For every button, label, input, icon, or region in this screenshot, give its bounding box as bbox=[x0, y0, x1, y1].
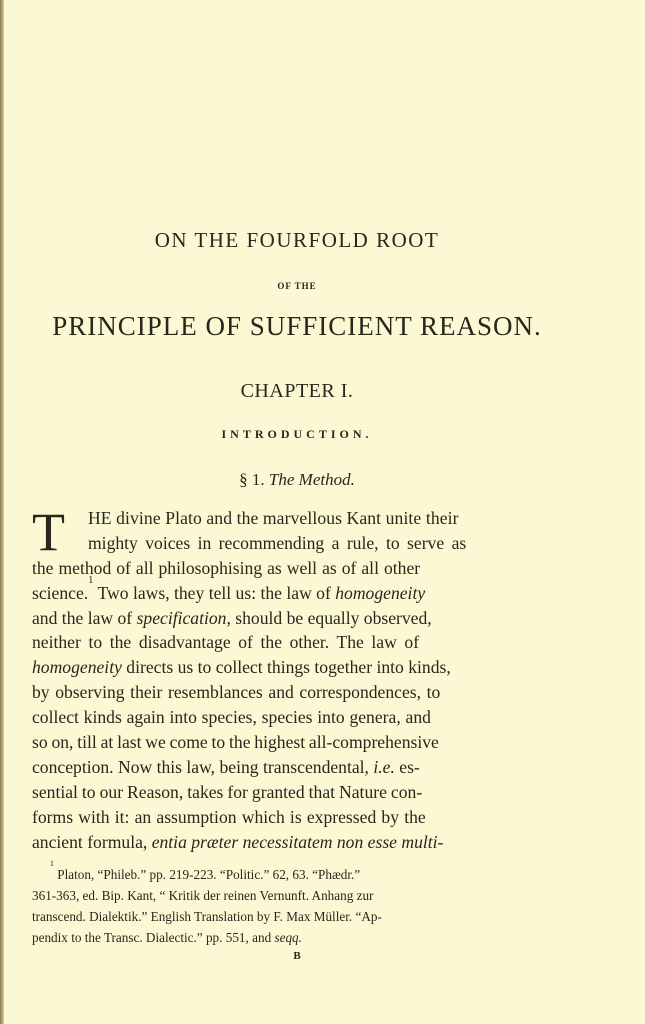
section-title: The Method. bbox=[268, 470, 355, 489]
signature-mark: B bbox=[293, 950, 301, 962]
body-line: collect kinds again into species, species into genera, and bbox=[32, 707, 431, 728]
body-line: HE divine Plato and the marvellous Kant unite their bbox=[88, 508, 459, 528]
body-line: neither to the disadvantage of the other. The law of bbox=[32, 632, 420, 653]
body-line: homogeneity directs us to collect things together into kinds, bbox=[32, 657, 451, 678]
section-heading bbox=[32, 470, 562, 490]
drop-cap: T bbox=[32, 502, 65, 562]
body-line: conception. Now this law, being transcendental, i.e. es- bbox=[32, 756, 420, 777]
chapter-subheading: INTRODUCTION. bbox=[221, 427, 373, 441]
body-line: so on, till at last we come to the highest all-comprehensive bbox=[32, 732, 439, 753]
title-line-2: OF THE bbox=[277, 281, 317, 291]
footnote-line: 361-363, ed. Bip. Kant, “ Kritik der reinen Vernunft. Anhang zur bbox=[32, 888, 374, 903]
title-line-3: PRINCIPLE OF SUFFICIENT REASON. bbox=[52, 311, 542, 341]
footnote-line: transcend. Dialektik.” English Translation by F. Max Müller. “Ap- bbox=[32, 909, 382, 924]
body-line: ancient formula, entia præter necessitatem non esse multi- bbox=[32, 831, 444, 852]
footnote-line: pendix to the Transc. Dialectic.” pp. 551, and seqq. bbox=[32, 930, 302, 945]
footnote-ref: 1 bbox=[88, 574, 94, 586]
body-line: forms with it: an assumption which is expressed by the bbox=[32, 806, 426, 827]
chapter-heading: CHAPTER I. bbox=[240, 380, 354, 402]
footnote bbox=[32, 859, 562, 948]
body-line: sential to our Reason, takes for granted that Nature con- bbox=[32, 781, 423, 802]
body-line: science. 1 Two laws, they tell us: the law of homogeneity bbox=[32, 581, 562, 606]
footnote-marker: 1 bbox=[50, 859, 54, 868]
section-number: § 1. bbox=[239, 470, 265, 489]
body-line: mighty voices in recommending a rule, to serve as bbox=[88, 532, 467, 553]
body-line: the method of all philosophising as well as of all other bbox=[32, 557, 421, 578]
page-edge bbox=[0, 0, 4, 1024]
body-text bbox=[32, 502, 562, 854]
footnote-line: 1 Platon, “Phileb.” pp. 219-223. “Politic.” 62, 63. “Phædr.” bbox=[32, 864, 562, 885]
body-line: by observing their resemblances and correspondences, to bbox=[32, 682, 441, 703]
title-line-1: ON THE FOURFOLD ROOT bbox=[154, 228, 440, 252]
body-line: and the law of specification, should be equally observed, bbox=[32, 607, 432, 628]
